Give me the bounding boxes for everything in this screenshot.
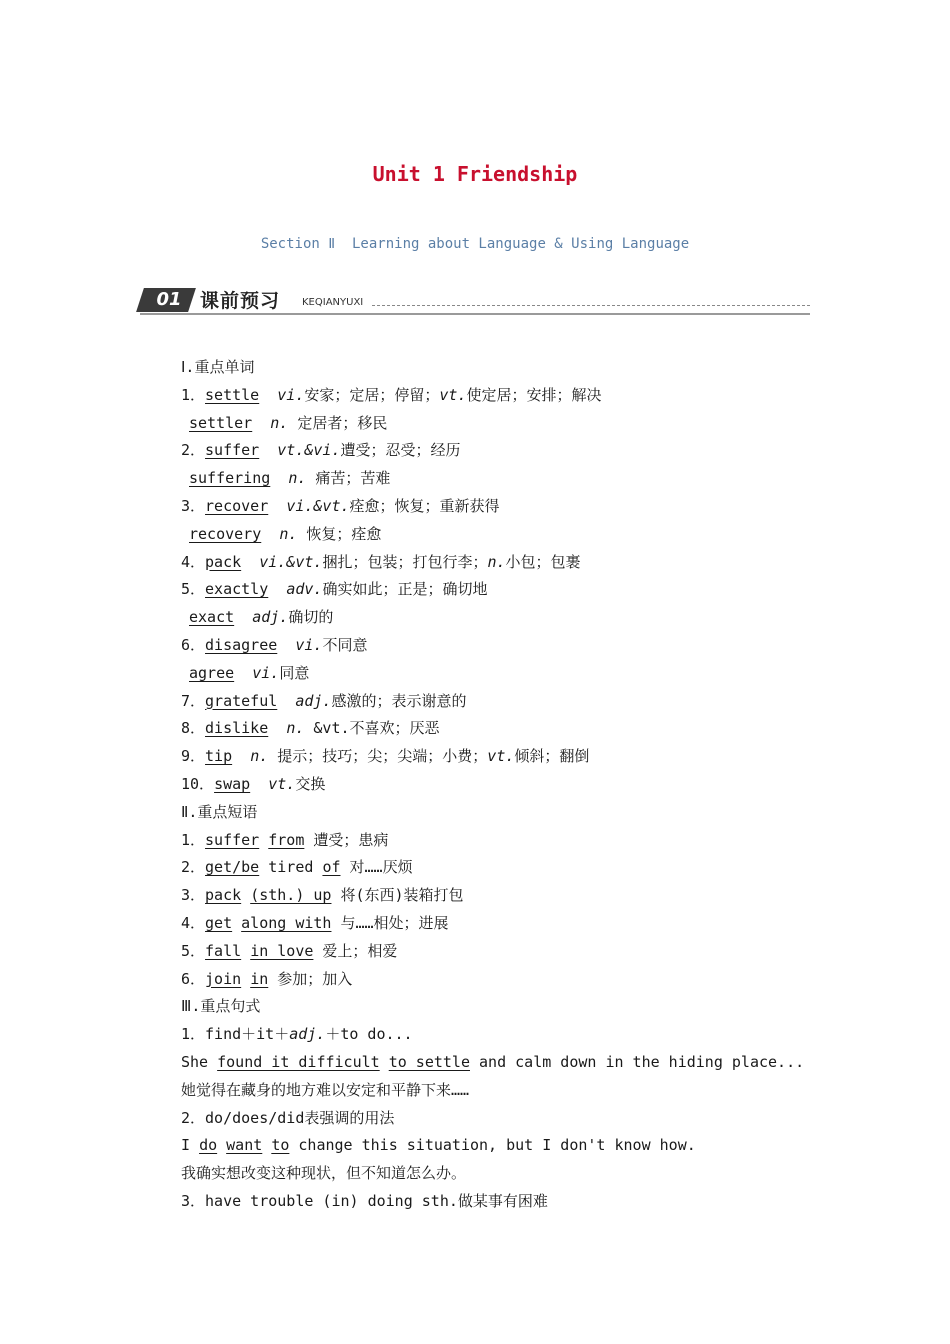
word-meaning: &vt.不喜欢；厌恶 [304, 719, 440, 738]
word-item [181, 604, 821, 632]
phrase-meaning: 与……相处；进展 [331, 913, 449, 932]
sentence-example-2: I do want to change this situation, but I don't know how. [181, 1136, 696, 1155]
word-item [181, 382, 821, 410]
word-answer: tip [205, 747, 233, 766]
word-answer: grateful [205, 691, 278, 710]
word-answer: settle [205, 385, 260, 404]
word-answer: suffer [205, 441, 260, 460]
word-answer: recover [205, 496, 269, 515]
word-answer: swap [214, 774, 251, 793]
word-meaning: 痊愈；恢复；重新获得 [349, 496, 500, 515]
word-item [181, 632, 821, 660]
word-item [181, 771, 821, 799]
word-meaning: 确切的 [288, 608, 334, 627]
word-meaning: 不同意 [322, 635, 368, 654]
heading-key-phrases: Ⅱ.重点短语 [181, 802, 258, 821]
phrase-answer: pack [205, 886, 242, 905]
part-of-speech: adv. [286, 580, 323, 599]
part-of-speech: adj. [252, 608, 289, 627]
part-of-speech: vi. [252, 663, 280, 682]
word-answer: settler [189, 413, 253, 432]
phrase-number: 2． [181, 858, 206, 877]
part-of-speech: n. [487, 552, 506, 571]
word-item [181, 549, 821, 577]
phrase-answer: in [250, 969, 269, 988]
word-answer: exact [189, 608, 235, 627]
part-of-speech: n. [250, 747, 269, 766]
word-meaning: 捆扎；包装；打包行李； [322, 552, 488, 571]
part-of-speech: adj. [295, 691, 332, 710]
phrase-list [181, 827, 821, 994]
word-answer: exactly [205, 580, 269, 599]
phrase-answer: fall [205, 941, 242, 960]
word-answer: pack [205, 552, 242, 571]
word-answer: disagree [205, 635, 278, 654]
word-meaning: 恢复；痊愈 [297, 524, 382, 543]
word-item [181, 521, 821, 549]
part-of-speech: vi.&vt. [259, 552, 323, 571]
word-meaning: 同意 [279, 663, 310, 682]
word-number: 3． [181, 496, 206, 515]
phrase-item [181, 854, 821, 882]
phrase-answer: get [205, 913, 233, 932]
banner-rule [140, 313, 810, 315]
word-item [181, 715, 821, 743]
sentence-translation-1: 她觉得在藏身的地方难以安定和平静下来…… [181, 1080, 470, 1099]
word-meaning: 痛苦；苦难 [306, 469, 391, 488]
part-of-speech: vi.&vt. [286, 496, 350, 515]
phrase-answer: join [205, 969, 242, 988]
phrase-meaning: 对……厌烦 [340, 858, 413, 877]
part-of-speech: n. [288, 469, 307, 488]
heading-key-sentences: Ⅲ.重点句式 [181, 997, 261, 1016]
word-meaning: 遭受；忍受；经历 [340, 441, 461, 460]
sentence-pattern-2: 2．do/does/did表强调的用法 [181, 1108, 395, 1127]
part-of-speech: n. [279, 524, 298, 543]
word-meaning: 安家；定居；停留； [304, 385, 440, 404]
part-of-speech: vt. [439, 385, 467, 404]
word-list [181, 382, 821, 799]
phrase-meaning: 参加；加入 [268, 969, 353, 988]
word-item [181, 576, 821, 604]
phrase-text: tired [259, 858, 323, 877]
part-of-speech: vi. [295, 635, 323, 654]
word-answer: agree [189, 663, 235, 682]
section-banner [140, 284, 810, 318]
part-of-speech: n. [286, 719, 305, 738]
phrase-answer: in love [250, 941, 314, 960]
word-meaning: 定居者；移民 [288, 413, 388, 432]
phrase-number: 4． [181, 913, 206, 932]
phrase-number: 1． [181, 830, 206, 849]
banner-title: 课前预习 [200, 290, 281, 312]
word-meaning: 使定居；安排；解决 [466, 385, 602, 404]
word-meaning: 交换 [295, 774, 326, 793]
word-number: 5． [181, 580, 206, 599]
phrase-meaning: 遭受；患病 [304, 830, 389, 849]
phrase-meaning: 爱上；相爱 [313, 941, 398, 960]
phrase-item [181, 938, 821, 966]
part-of-speech: vt.&vi. [277, 441, 341, 460]
part-of-speech: n. [270, 413, 289, 432]
word-number: 10． [181, 774, 215, 793]
phrase-item [181, 827, 821, 855]
word-item [181, 688, 821, 716]
phrase-item [181, 910, 821, 938]
word-number: 7． [181, 691, 206, 710]
phrase-answer: suffer [205, 830, 260, 849]
phrase-answer: (sth.) up [250, 886, 332, 905]
part-of-speech: vt. [268, 774, 296, 793]
phrase-answer: of [322, 858, 341, 877]
word-meaning: 小包；包裹 [505, 552, 581, 571]
phrase-number: 6． [181, 969, 206, 988]
word-item [181, 465, 821, 493]
word-number: 8． [181, 719, 206, 738]
phrase-meaning: 将(东西)装箱打包 [331, 886, 464, 905]
sentence-pattern-1: 1．find＋it＋adj.＋to do... [181, 1025, 413, 1044]
phrase-item [181, 882, 821, 910]
part-of-speech: vt. [487, 747, 515, 766]
phrase-text [241, 886, 250, 904]
banner-dashed-rule [372, 305, 810, 306]
word-item [181, 660, 821, 688]
word-number: 2． [181, 441, 206, 460]
document-body [181, 354, 821, 1216]
phrase-text [241, 970, 250, 988]
word-item [181, 410, 821, 438]
phrase-number: 3． [181, 886, 206, 905]
banner-pinyin: KEQIANYUXI [302, 297, 364, 308]
phrase-text [232, 914, 241, 932]
word-meaning: 确实如此；正是；确切地 [322, 580, 488, 599]
phrase-answer: get/be [205, 858, 260, 877]
word-item [181, 437, 821, 465]
sentence-example-1: She found it difficult to settle and calm down in the hiding place... [181, 1052, 805, 1071]
word-number: 6． [181, 635, 206, 654]
word-answer: suffering [189, 469, 271, 488]
sentence-translation-2: 我确实想改变这种现状，但不知道怎么办。 [181, 1164, 467, 1183]
page-title: Unit 1 Friendship [372, 162, 578, 186]
word-meaning: 提示；技巧；尖；尖端；小费； [268, 747, 488, 766]
word-meaning: 倾斜；翻倒 [514, 747, 590, 766]
word-answer: dislike [205, 719, 269, 738]
word-number: 9． [181, 747, 206, 766]
phrase-answer: from [268, 830, 305, 849]
word-meaning: 感激的；表示谢意的 [331, 691, 467, 710]
banner-number: 01 [156, 289, 182, 310]
phrase-item [181, 966, 821, 994]
word-number: 1． [181, 385, 206, 404]
word-item [181, 743, 821, 771]
phrase-number: 5． [181, 941, 206, 960]
heading-key-words: Ⅰ.重点单词 [181, 358, 255, 376]
phrase-text [241, 942, 250, 960]
part-of-speech: vi. [277, 385, 305, 404]
word-item [181, 493, 821, 521]
word-number: 4． [181, 552, 206, 571]
word-answer: recovery [189, 524, 262, 543]
phrase-answer: along with [241, 913, 332, 932]
sentence-pattern-3: 3．have trouble (in) doing sth.做某事有困难 [181, 1191, 548, 1210]
section-subtitle: Section Ⅱ Learning about Language & Using Language [260, 236, 690, 252]
